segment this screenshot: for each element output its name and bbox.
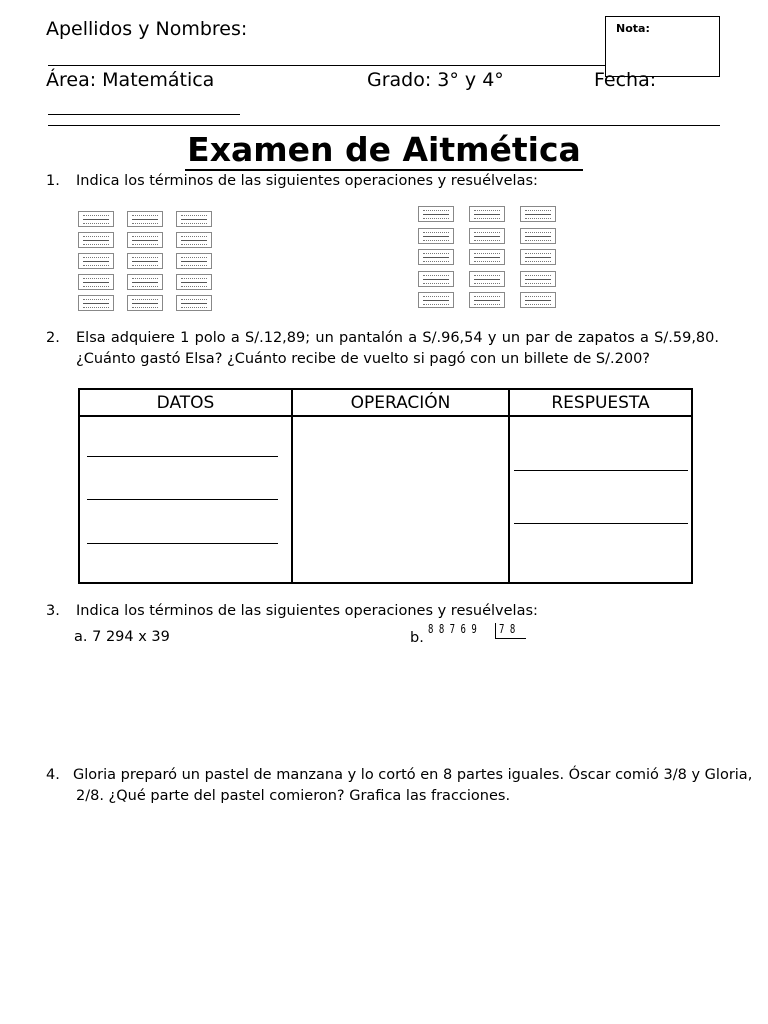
q1-number: 1.	[46, 173, 60, 189]
operation-thumbnail	[78, 295, 114, 311]
nota-label: Nota:	[616, 22, 650, 35]
operation-thumbnail	[418, 206, 454, 222]
operation-thumbnail	[176, 232, 212, 248]
operation-thumbnail	[176, 295, 212, 311]
operation-thumbnail	[127, 274, 163, 290]
q4-number: 4.	[46, 767, 60, 783]
respuesta-line-2	[514, 523, 688, 524]
operation-thumbnail	[78, 211, 114, 227]
q3-item-b-label: b.	[410, 630, 424, 646]
operation-thumbnail	[418, 271, 454, 287]
operation-thumbnail	[418, 292, 454, 308]
nota-box	[605, 16, 720, 77]
operation-thumbnail	[469, 228, 505, 244]
name-line	[48, 65, 605, 66]
operation-thumbnail	[127, 211, 163, 227]
operation-thumbnail	[176, 253, 212, 269]
datos-line-2	[87, 499, 278, 500]
q2-line2: ¿Cuánto gastó Elsa? ¿Cuánto recibe de vuelto si pagó con un billete de S/.200?	[76, 351, 650, 367]
q3-text: Indica los términos de las siguientes operaciones y resuélvelas:	[76, 603, 538, 619]
operation-thumbnail	[520, 271, 556, 287]
operation-thumbnail	[78, 253, 114, 269]
col-respuesta: RESPUESTA	[509, 389, 692, 416]
q3-item-a: a. 7 294 x 39	[74, 629, 170, 645]
q3-number: 3.	[46, 603, 60, 619]
respuesta-line-1	[514, 470, 688, 471]
date-label: Fecha:	[594, 69, 657, 91]
q4-line2: 2/8. ¿Qué parte del pastel comieron? Grafica las fracciones.	[76, 788, 511, 804]
operation-thumbnail	[520, 228, 556, 244]
operation-thumbnail	[176, 274, 212, 290]
operation-thumbnail	[469, 271, 505, 287]
datos-line-1	[87, 456, 278, 457]
operation-thumbnail	[127, 232, 163, 248]
exam-title: Examen de Aitmética	[187, 130, 581, 169]
operation-thumbnail	[418, 228, 454, 244]
operation-thumbnail	[520, 206, 556, 222]
operation-thumbnail	[127, 295, 163, 311]
divisor: 7 8	[499, 622, 516, 636]
dividend: 8 8 7 6 9	[428, 622, 477, 636]
q4-line1: Gloria preparó un pastel de manzana y lo cortó en 8 partes iguales. Óscar comió 3/8 y Gloria,	[73, 767, 753, 783]
operation-thumbnail	[78, 274, 114, 290]
header-divider	[48, 125, 720, 126]
operation-thumbnail	[469, 249, 505, 265]
operation-thumbnail	[469, 292, 505, 308]
operation-thumbnail	[176, 211, 212, 227]
operation-thumbnail	[520, 292, 556, 308]
answer-table	[78, 388, 693, 584]
name-label: Apellidos y Nombres:	[46, 18, 248, 40]
grade-label: Grado: 3° y 4°	[367, 69, 504, 91]
date-line	[48, 114, 240, 115]
respuesta-cell[interactable]	[509, 416, 692, 583]
operation-thumbnail	[469, 206, 505, 222]
answer-table-header	[79, 389, 692, 416]
operation-thumbnail	[520, 249, 556, 265]
area-label: Área: Matemática	[46, 69, 215, 91]
operation-thumbnail	[78, 232, 114, 248]
q1-text: Indica los términos de las siguientes operaciones y resuélvelas:	[76, 173, 538, 189]
col-datos: DATOS	[79, 389, 292, 416]
datos-line-3	[87, 543, 278, 544]
col-operacion: OPERACIÓN	[292, 389, 509, 416]
operacion-cell[interactable]	[292, 416, 509, 583]
operation-thumbnail	[127, 253, 163, 269]
q2-number: 2.	[46, 330, 60, 346]
q2-line1: Elsa adquiere 1 polo a S/.12,89; un pantalón a S/.96,54 y un par de zapatos a S/.59,80.	[76, 330, 719, 346]
operation-thumbnail	[418, 249, 454, 265]
q3-division	[428, 622, 528, 644]
